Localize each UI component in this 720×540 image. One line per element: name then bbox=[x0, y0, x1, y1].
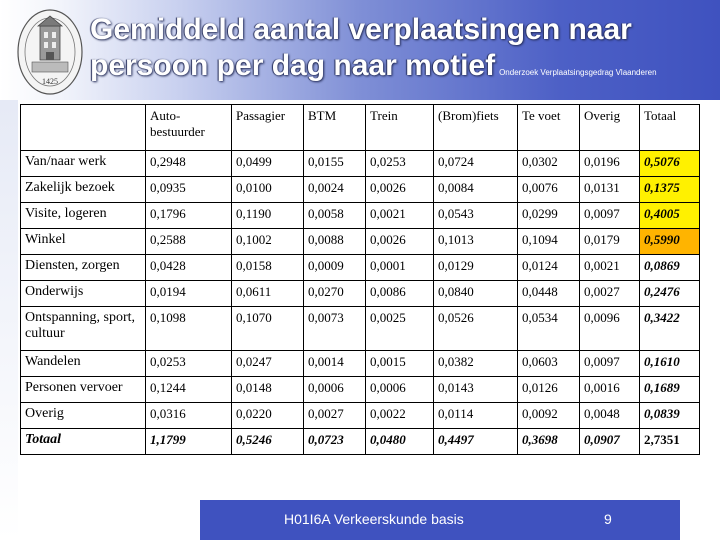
row-total-cell: 0,5990 bbox=[640, 229, 700, 255]
table-cell: 0,0009 bbox=[304, 255, 366, 281]
table-cell: 0,0001 bbox=[366, 255, 434, 281]
table-cell: 0,0499 bbox=[232, 151, 304, 177]
table-cell: 0,5246 bbox=[232, 429, 304, 455]
table-cell: 0,0027 bbox=[304, 403, 366, 429]
column-header: Passagier bbox=[232, 105, 304, 151]
table-cell: 0,0131 bbox=[580, 177, 640, 203]
table-row bbox=[21, 229, 700, 255]
row-total-cell: 0,0869 bbox=[640, 255, 700, 281]
row-label: Personen vervoer bbox=[21, 377, 146, 403]
title-line-1: Gemiddeld aantal verplaatsingen naar bbox=[90, 13, 632, 46]
row-total-cell: 0,1375 bbox=[640, 177, 700, 203]
table-cell: 0,0076 bbox=[518, 177, 580, 203]
table-cell: 0,0129 bbox=[434, 255, 518, 281]
table-row bbox=[21, 351, 700, 377]
table-cell: 0,1098 bbox=[146, 307, 232, 351]
row-label: Visite, logeren bbox=[21, 203, 146, 229]
table-cell: 0,0382 bbox=[434, 351, 518, 377]
row-label: Totaal bbox=[21, 429, 146, 455]
table-cell: 0,0723 bbox=[304, 429, 366, 455]
table-cell: 0,0006 bbox=[304, 377, 366, 403]
table-cell: 0,0124 bbox=[518, 255, 580, 281]
row-total-cell: 0,5076 bbox=[640, 151, 700, 177]
page-number: 9 bbox=[604, 511, 612, 527]
table-cell: 0,3698 bbox=[518, 429, 580, 455]
row-label: Wandelen bbox=[21, 351, 146, 377]
row-total-cell: 0,0839 bbox=[640, 403, 700, 429]
table-cell: 0,4497 bbox=[434, 429, 518, 455]
table-cell: 0,0724 bbox=[434, 151, 518, 177]
table-cell: 0,0021 bbox=[366, 203, 434, 229]
svg-text:1425: 1425 bbox=[42, 77, 58, 86]
table-cell: 0,0526 bbox=[434, 307, 518, 351]
row-total-cell: 0,1689 bbox=[640, 377, 700, 403]
column-header: Totaal bbox=[640, 105, 700, 151]
table-cell: 1,1799 bbox=[146, 429, 232, 455]
table-cell: 0,1796 bbox=[146, 203, 232, 229]
table-cell: 0,0480 bbox=[366, 429, 434, 455]
table-cell: 0,0603 bbox=[518, 351, 580, 377]
table-cell: 0,0253 bbox=[366, 151, 434, 177]
table-row bbox=[21, 177, 700, 203]
table-cell: 0,0096 bbox=[580, 307, 640, 351]
university-seal-icon bbox=[16, 8, 84, 96]
table-cell: 0,0611 bbox=[232, 281, 304, 307]
grand-total-cell: 2,7351 bbox=[640, 429, 700, 455]
table-cell: 0,0428 bbox=[146, 255, 232, 281]
table-cell: 0,0022 bbox=[366, 403, 434, 429]
trips-per-purpose-table bbox=[20, 104, 700, 455]
title-line-2 bbox=[90, 48, 715, 91]
table-cell: 0,0316 bbox=[146, 403, 232, 429]
table-cell: 0,0088 bbox=[304, 229, 366, 255]
table-cell: 0,0247 bbox=[232, 351, 304, 377]
column-header: (Brom)fiets bbox=[434, 105, 518, 151]
table-cell: 0,1094 bbox=[518, 229, 580, 255]
column-header: Auto-bestuurder bbox=[146, 105, 232, 151]
table-cell: 0,0006 bbox=[366, 377, 434, 403]
table-row bbox=[21, 281, 700, 307]
table-cell: 0,0534 bbox=[518, 307, 580, 351]
table-cell: 0,0027 bbox=[580, 281, 640, 307]
table-cell: 0,0092 bbox=[518, 403, 580, 429]
table-row bbox=[21, 151, 700, 177]
table-cell: 0,0302 bbox=[518, 151, 580, 177]
row-total-cell: 0,1610 bbox=[640, 351, 700, 377]
column-header: BTM bbox=[304, 105, 366, 151]
table-cell: 0,0179 bbox=[580, 229, 640, 255]
table-cell: 0,1002 bbox=[232, 229, 304, 255]
table-cell: 0,0270 bbox=[304, 281, 366, 307]
table-cell: 0,0840 bbox=[434, 281, 518, 307]
table-cell: 0,0253 bbox=[146, 351, 232, 377]
row-total-cell: 0,4005 bbox=[640, 203, 700, 229]
table-cell: 0,0143 bbox=[434, 377, 518, 403]
footer-course-label: H01I6A Verkeerskunde basis bbox=[284, 511, 464, 527]
table-row bbox=[21, 203, 700, 229]
table-cell: 0,0935 bbox=[146, 177, 232, 203]
slide-subtitle: Onderzoek Verplaatsingsgedrag Vlaanderen bbox=[499, 68, 657, 77]
row-label: Diensten, zorgen bbox=[21, 255, 146, 281]
table-cell: 0,0448 bbox=[518, 281, 580, 307]
table-cell: 0,0097 bbox=[580, 203, 640, 229]
table-cell: 0,0024 bbox=[304, 177, 366, 203]
row-label: Van/naar werk bbox=[21, 151, 146, 177]
table-row bbox=[21, 307, 700, 351]
row-label: Ontspanning, sport, cultuur bbox=[21, 307, 146, 351]
table-row bbox=[21, 403, 700, 429]
table-cell: 0,0048 bbox=[580, 403, 640, 429]
column-header: Te voet bbox=[518, 105, 580, 151]
table-total-row bbox=[21, 429, 700, 455]
table-cell: 0,0100 bbox=[232, 177, 304, 203]
table-cell: 0,0084 bbox=[434, 177, 518, 203]
table-cell: 0,0196 bbox=[580, 151, 640, 177]
slide-footer bbox=[200, 500, 680, 540]
column-header bbox=[21, 105, 146, 151]
table-cell: 0,0073 bbox=[304, 307, 366, 351]
table-cell: 0,0194 bbox=[146, 281, 232, 307]
table-cell: 0,0014 bbox=[304, 351, 366, 377]
title-line-2-text: persoon per dag naar motief bbox=[90, 49, 496, 82]
table-cell: 0,0907 bbox=[580, 429, 640, 455]
row-total-cell: 0,2476 bbox=[640, 281, 700, 307]
column-header: Trein bbox=[366, 105, 434, 151]
row-total-cell: 0,3422 bbox=[640, 307, 700, 351]
table-cell: 0,0086 bbox=[366, 281, 434, 307]
table-cell: 0,0026 bbox=[366, 229, 434, 255]
table-cell: 0,2948 bbox=[146, 151, 232, 177]
table-cell: 0,0058 bbox=[304, 203, 366, 229]
table-cell: 0,0021 bbox=[580, 255, 640, 281]
left-decoration bbox=[0, 100, 18, 540]
row-label: Onderwijs bbox=[21, 281, 146, 307]
table-cell: 0,0158 bbox=[232, 255, 304, 281]
table-cell: 0,0025 bbox=[366, 307, 434, 351]
table-cell: 0,0016 bbox=[580, 377, 640, 403]
table-cell: 0,0543 bbox=[434, 203, 518, 229]
table-cell: 0,1013 bbox=[434, 229, 518, 255]
table-cell: 0,0220 bbox=[232, 403, 304, 429]
slide-title bbox=[90, 12, 715, 91]
table-row bbox=[21, 377, 700, 403]
table-header-row bbox=[21, 105, 700, 151]
table-row bbox=[21, 255, 700, 281]
table-cell: 0,0114 bbox=[434, 403, 518, 429]
table-cell: 0,1190 bbox=[232, 203, 304, 229]
table-cell: 0,0126 bbox=[518, 377, 580, 403]
table-cell: 0,1244 bbox=[146, 377, 232, 403]
table-cell: 0,2588 bbox=[146, 229, 232, 255]
table-cell: 0,0155 bbox=[304, 151, 366, 177]
table-cell: 0,0148 bbox=[232, 377, 304, 403]
row-label: Winkel bbox=[21, 229, 146, 255]
column-header: Overig bbox=[580, 105, 640, 151]
table-cell: 0,0097 bbox=[580, 351, 640, 377]
table-cell: 0,0015 bbox=[366, 351, 434, 377]
table-cell: 0,0026 bbox=[366, 177, 434, 203]
table-cell: 0,0299 bbox=[518, 203, 580, 229]
row-label: Overig bbox=[21, 403, 146, 429]
table-cell: 0,1070 bbox=[232, 307, 304, 351]
row-label: Zakelijk bezoek bbox=[21, 177, 146, 203]
